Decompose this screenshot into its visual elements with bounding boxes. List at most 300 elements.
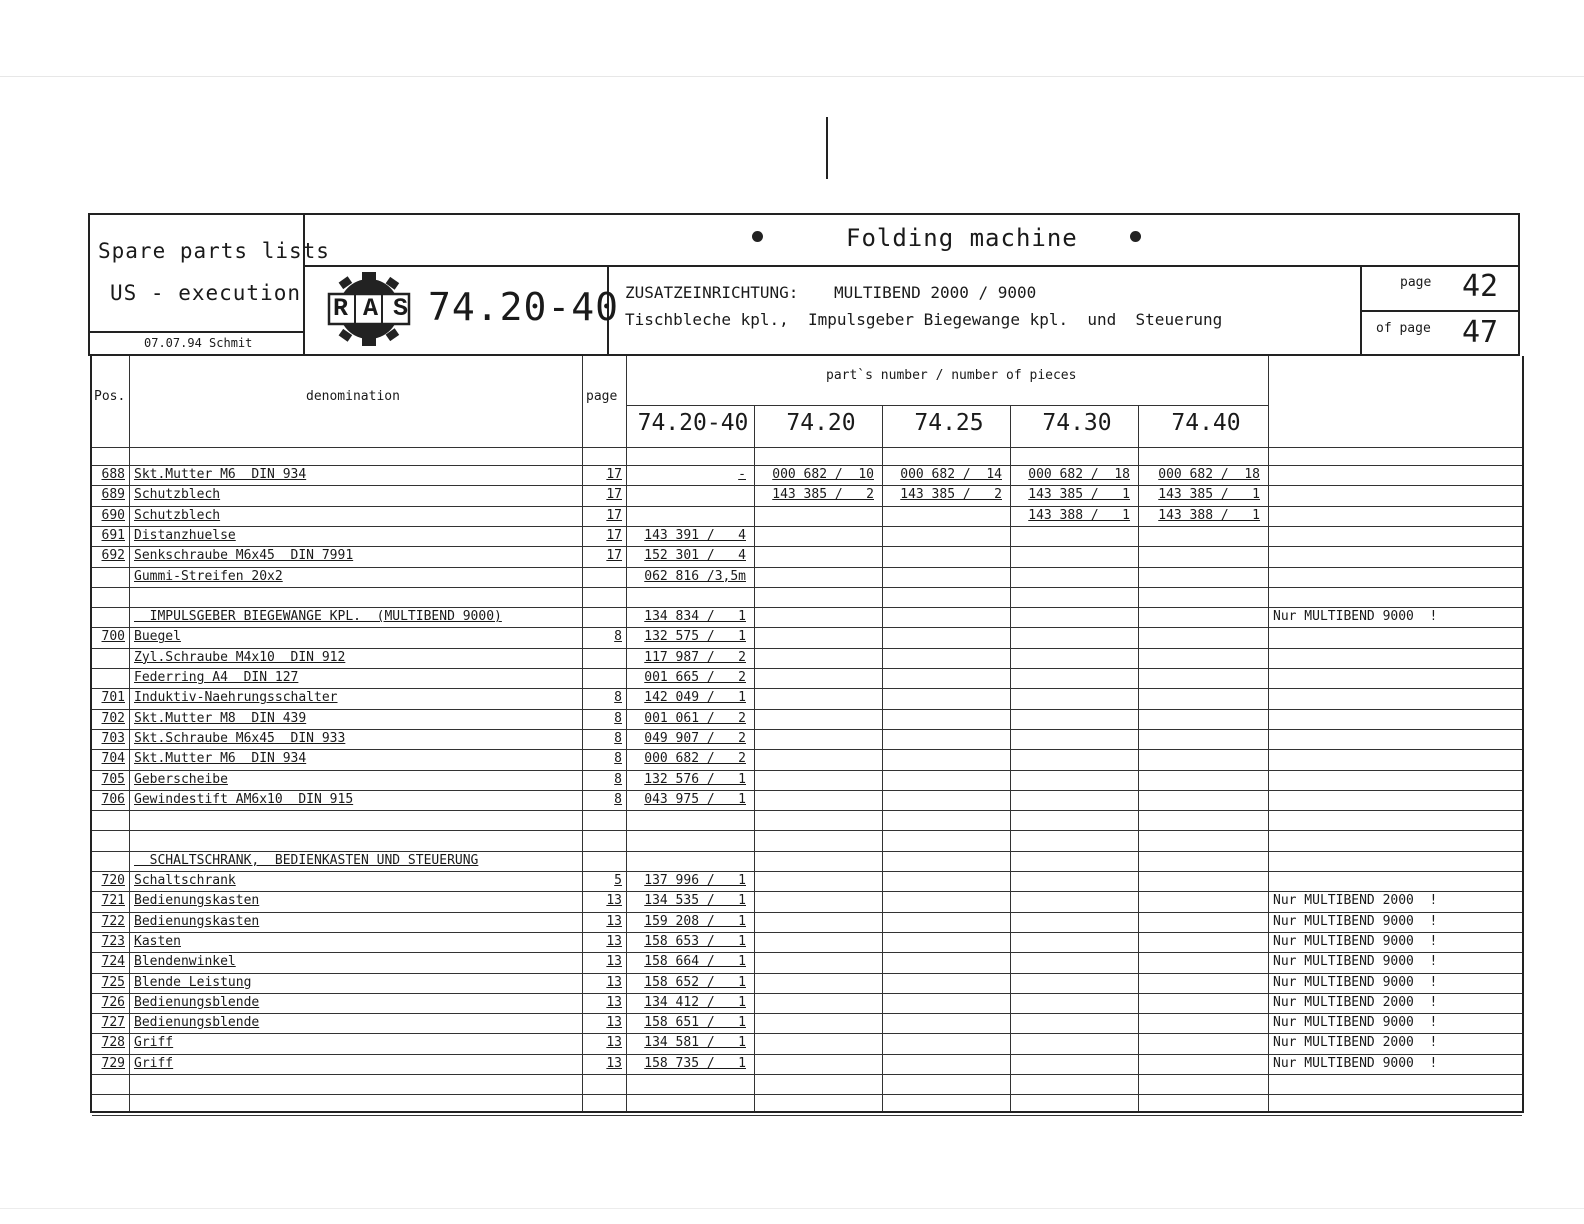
cell-note: Nur MULTIBEND 9000 !: [1273, 1015, 1438, 1031]
cell-m1: [755, 871, 882, 891]
cell-m2: [883, 993, 1010, 1013]
cell-m0: [627, 851, 754, 871]
cell-m4: [1139, 973, 1268, 993]
cell-note: Nur MULTIBEND 9000 !: [1273, 954, 1438, 970]
cell-m3: [1011, 770, 1138, 790]
cell-m3: [1011, 709, 1138, 729]
cell-m1: 000 682 / 10: [772, 467, 874, 482]
cell-m0: 134 412 / 1: [644, 994, 746, 1010]
cell-name: [130, 810, 582, 830]
table-row: [92, 932, 1522, 952]
cell-page: 13: [606, 1015, 622, 1031]
of-page-label: of page: [1376, 321, 1431, 336]
cell-name: Bedienungskasten: [134, 893, 260, 909]
cell-pos: 726: [101, 994, 125, 1010]
cell-name: Bedienungsblende: [134, 1015, 260, 1031]
cell-name: Skt.Mutter M8 DIN 439: [134, 710, 307, 726]
cell-pos: 691: [101, 527, 125, 543]
cell-name: Schutzblech: [134, 507, 221, 523]
cell-pos: 700: [101, 629, 125, 645]
cell-m1: [755, 627, 882, 647]
cell-m1: [755, 1074, 882, 1094]
model-number: 74.20-40: [428, 285, 620, 329]
cell-m2: [883, 810, 1010, 830]
cell-note: [1269, 506, 1522, 526]
table-row: [92, 546, 1522, 566]
cell-m3: [1011, 973, 1138, 993]
cell-m2: 143 385 / 2: [900, 487, 1002, 503]
cell-m1: 143 385 / 2: [772, 487, 874, 503]
cell-m1: [755, 1013, 882, 1033]
cell-page: 8: [614, 730, 622, 746]
cell-m1: [755, 567, 882, 587]
scan-artifact-mark: [826, 117, 828, 179]
cell-note: [1269, 851, 1522, 871]
desc-line2: Tischbleche kpl., Impulsgeber Biegewange kpl. und Steuerung: [625, 310, 1223, 329]
cell-pos: 721: [101, 893, 125, 909]
page-number: 42: [1462, 269, 1499, 304]
cell-m3: [1011, 607, 1138, 627]
cell-pos: 720: [101, 873, 125, 888]
cell-m3: [1011, 851, 1138, 871]
cell-name: Schaltschrank: [134, 873, 236, 888]
cell-pos: [93, 668, 129, 688]
cell-m3: [1011, 1094, 1138, 1114]
cell-m3: [1011, 993, 1138, 1013]
cell-m1: [755, 648, 882, 668]
cell-pos: [93, 1074, 129, 1094]
cell-m3: [1011, 952, 1138, 972]
table-row: [92, 749, 1522, 769]
cell-name: Zyl.Schraube M4x10 DIN 912: [134, 649, 346, 665]
cell-m2: [883, 891, 1010, 911]
table-row: [92, 952, 1522, 972]
cell-m4: [1139, 952, 1268, 972]
cell-page: 8: [614, 751, 622, 767]
cell-note: [1269, 485, 1522, 505]
cell-pos: 690: [101, 507, 125, 523]
cell-m2: [883, 668, 1010, 688]
cell-page: [583, 567, 626, 587]
cell-m1: [755, 749, 882, 769]
cell-m3: [1011, 526, 1138, 546]
cell-page: [583, 1094, 626, 1114]
cell-name: IMPULSGEBER BIEGEWANGE KPL. (MULTIBEND 9000): [134, 609, 502, 625]
cell-name: Kasten: [134, 933, 181, 949]
cell-note: [1269, 668, 1522, 688]
cell-pos: 729: [101, 1055, 125, 1071]
table-row: [92, 506, 1522, 526]
cell-pos: 701: [101, 690, 125, 706]
date-author: 07.07.94 Schmit: [144, 336, 253, 350]
cell-m0: [627, 587, 754, 607]
cell-m1: [755, 506, 882, 526]
bullet-icon: [752, 231, 763, 242]
cell-m1: [755, 709, 882, 729]
cell-m4: [1139, 607, 1268, 627]
cell-note: [1269, 688, 1522, 708]
cell-m3: [1011, 668, 1138, 688]
of-page-number: 47: [1462, 315, 1499, 350]
cell-pos: 692: [101, 548, 125, 564]
cell-m2: [883, 932, 1010, 952]
cell-m1: [755, 810, 882, 830]
table-row: [92, 1094, 1522, 1114]
cell-note: Nur MULTIBEND 9000 !: [1273, 609, 1438, 625]
cell-m1: [755, 526, 882, 546]
cell-page: 17: [606, 487, 622, 503]
cell-page: 13: [606, 933, 622, 949]
cell-note: [1269, 709, 1522, 729]
cell-page: 13: [606, 893, 622, 909]
cell-m0: [627, 1094, 754, 1114]
cell-note: Nur MULTIBEND 2000 !: [1273, 1035, 1438, 1051]
table-row: [92, 810, 1522, 830]
cell-page: [583, 648, 626, 668]
cell-name: Schutzblech: [134, 487, 221, 503]
table-row: [92, 607, 1522, 627]
cell-note: [1269, 546, 1522, 566]
cell-m1: [755, 607, 882, 627]
cell-pos: 727: [101, 1015, 125, 1031]
cell-m1: [755, 1033, 882, 1053]
cell-note: Nur MULTIBEND 9000 !: [1273, 933, 1438, 949]
cell-pos: 703: [101, 730, 125, 746]
cell-m2: [883, 729, 1010, 749]
cell-page: 13: [606, 1035, 622, 1051]
cell-m3: [1011, 790, 1138, 810]
cell-pos: 725: [101, 974, 125, 990]
cell-page: 8: [614, 629, 622, 645]
cell-page: [583, 587, 626, 607]
cell-note: Nur MULTIBEND 9000 !: [1273, 913, 1438, 929]
cell-m0: 134 581 / 1: [644, 1035, 746, 1051]
cell-m2: [883, 830, 1010, 850]
cell-m3: [1011, 648, 1138, 668]
cell-m2: [883, 688, 1010, 708]
cell-page: [583, 810, 626, 830]
cell-pos: [93, 851, 129, 871]
cell-pos: 688: [101, 467, 125, 482]
cell-m0: -: [738, 467, 746, 482]
cell-pos: [93, 1094, 129, 1114]
cell-m0: 049 907 / 2: [644, 730, 746, 746]
title-block: [88, 213, 1520, 356]
table-row: [92, 668, 1522, 688]
cell-m2: [883, 648, 1010, 668]
cell-m1: [755, 688, 882, 708]
cell-pos: 705: [101, 771, 125, 787]
cell-note: [1269, 1094, 1522, 1114]
cell-m0: [627, 1074, 754, 1094]
col-header-model: 74.40: [1171, 410, 1241, 436]
cell-note: [1269, 729, 1522, 749]
cell-pos: [93, 648, 129, 668]
cell-note: [1269, 749, 1522, 769]
cell-m4: [1139, 749, 1268, 769]
cell-pos: [93, 830, 129, 850]
col-header-model: 74.20-40: [637, 410, 749, 436]
cell-m3: [1011, 688, 1138, 708]
machine-title: Folding machine: [846, 224, 1078, 252]
table-row: [92, 567, 1522, 587]
cell-m2: [883, 506, 1010, 526]
cell-m4: [1139, 790, 1268, 810]
cell-m4: [1139, 770, 1268, 790]
doc-type-title: Spare parts lists: [98, 239, 330, 263]
table-row: [92, 830, 1522, 850]
cell-m3: [1011, 1074, 1138, 1094]
cell-m0: 158 735 / 1: [644, 1055, 746, 1071]
page-label: page: [1400, 275, 1432, 290]
cell-m4: [1139, 1033, 1268, 1053]
cell-name: [130, 830, 582, 850]
cell-m1: [755, 546, 882, 566]
cell-m4: [1139, 810, 1268, 830]
cell-note: [1269, 810, 1522, 830]
cell-m0: [627, 810, 754, 830]
cell-m1: [755, 993, 882, 1013]
cell-name: [130, 587, 582, 607]
cell-m3: [1011, 912, 1138, 932]
cell-m4: 143 388 / 1: [1158, 507, 1260, 523]
cell-m2: [883, 1094, 1010, 1114]
table-row: [92, 790, 1522, 810]
cell-page: [583, 830, 626, 850]
col-header-model: 74.20: [786, 410, 856, 436]
cell-note: Nur MULTIBEND 9000 !: [1273, 974, 1438, 990]
cell-page: 13: [606, 994, 622, 1010]
table-row: [92, 1033, 1522, 1053]
cell-page: [583, 851, 626, 871]
cell-m1: [755, 668, 882, 688]
cell-m2: [883, 627, 1010, 647]
cell-pos: 723: [101, 933, 125, 949]
cell-m4: [1139, 851, 1268, 871]
table-row: [92, 627, 1522, 647]
desc-value: MULTIBEND 2000 / 9000: [834, 283, 1037, 302]
cell-m0: [627, 485, 754, 505]
cell-page: 8: [614, 771, 622, 787]
cell-m4: [1139, 567, 1268, 587]
cell-m2: [883, 952, 1010, 972]
cell-m3: [1011, 567, 1138, 587]
cell-m4: [1139, 830, 1268, 850]
cell-page: 17: [606, 548, 622, 564]
cell-pos: 724: [101, 954, 125, 970]
cell-m2: [883, 1054, 1010, 1074]
cell-pos: 706: [101, 791, 125, 807]
cell-m2: [883, 546, 1010, 566]
spare-parts-table: [90, 356, 1524, 1113]
cell-note: [1269, 871, 1522, 891]
cell-m0: 134 535 / 1: [644, 893, 746, 909]
cell-m4: [1139, 1013, 1268, 1033]
cell-page: 13: [606, 913, 622, 929]
cell-pos: 689: [101, 487, 125, 503]
cell-m2: [883, 709, 1010, 729]
cell-note: [1269, 526, 1522, 546]
cell-pos: [93, 567, 129, 587]
cell-m4: [1139, 1074, 1268, 1094]
cell-page: 17: [606, 467, 622, 482]
cell-name: Skt.Mutter M6 DIN 934: [134, 467, 307, 482]
cell-page: 17: [606, 527, 622, 543]
cell-m3: [1011, 1033, 1138, 1053]
cell-m2: [883, 871, 1010, 891]
cell-name: Senkschraube M6x45 DIN 7991: [134, 548, 354, 564]
cell-m3: [1011, 871, 1138, 891]
table-row: [92, 851, 1522, 871]
cell-m4: [1139, 871, 1268, 891]
cell-m2: [883, 749, 1010, 769]
desc-label: ZUSATZEINRICHTUNG:: [625, 283, 799, 302]
cell-m0: 142 049 / 1: [644, 690, 746, 706]
cell-m4: [1139, 546, 1268, 566]
cell-m4: [1139, 729, 1268, 749]
cell-pos: 704: [101, 751, 125, 767]
cell-note: [1269, 1074, 1522, 1094]
cell-m0: 143 391 / 4: [644, 527, 746, 543]
doc-type-subtitle: US - execution: [110, 281, 302, 305]
cell-name: SCHALTSCHRANK, BEDIENKASTEN UND STEUERUNG: [134, 852, 479, 868]
table-row: [92, 688, 1522, 708]
cell-name: Distanzhuelse: [134, 527, 236, 543]
cell-m1: [755, 1094, 882, 1114]
cell-m3: 000 682 / 18: [1028, 467, 1130, 482]
cell-m3: [1011, 587, 1138, 607]
cell-note: Nur MULTIBEND 9000 !: [1273, 1055, 1438, 1071]
cell-m0: 000 682 / 2: [644, 751, 746, 767]
cell-page: 17: [606, 507, 622, 523]
cell-m1: [755, 912, 882, 932]
cell-m3: 143 388 / 1: [1028, 507, 1130, 523]
cell-m3: [1011, 729, 1138, 749]
cell-m1: [755, 1054, 882, 1074]
cell-m0: 158 651 / 1: [644, 1015, 746, 1031]
cell-m3: [1011, 627, 1138, 647]
cell-m0: [627, 830, 754, 850]
cell-page: [583, 1074, 626, 1094]
cell-note: [1269, 567, 1522, 587]
cell-m3: [1011, 749, 1138, 769]
cell-m0: 117 987 / 2: [644, 649, 746, 665]
scan-artifact-line: [0, 1208, 1584, 1209]
cell-m4: [1139, 891, 1268, 911]
col-header-pos: Pos.: [94, 389, 126, 404]
table-row: [92, 871, 1522, 891]
cell-m0: 132 576 / 1: [644, 771, 746, 787]
table-row: [92, 709, 1522, 729]
cell-pos: [93, 607, 129, 627]
table-row: [92, 891, 1522, 911]
cell-page: 13: [606, 1055, 622, 1071]
cell-m3: [1011, 932, 1138, 952]
table-row: [92, 465, 1522, 485]
cell-m4: [1139, 932, 1268, 952]
cell-note: Nur MULTIBEND 2000 !: [1273, 994, 1438, 1010]
table-row: [92, 587, 1522, 607]
cell-page: [583, 668, 626, 688]
cell-m3: [1011, 1054, 1138, 1074]
ras-logo: [326, 271, 424, 347]
cell-name: Blendenwinkel: [134, 954, 236, 970]
cell-m1: [755, 790, 882, 810]
col-header-page: page: [586, 389, 618, 404]
cell-m0: 158 652 / 1: [644, 974, 746, 990]
cell-name: Bedienungsblende: [134, 994, 260, 1010]
cell-m0: 043 975 / 1: [644, 791, 746, 807]
cell-m1: [755, 729, 882, 749]
table-row: [92, 1074, 1522, 1094]
cell-m3: 143 385 / 1: [1028, 487, 1130, 503]
cell-note: Nur MULTIBEND 2000 !: [1273, 893, 1438, 909]
cell-note: [1269, 627, 1522, 647]
cell-name: Induktiv-Naehrungsschalter: [134, 690, 338, 706]
cell-page: 8: [614, 791, 622, 807]
cell-pos: [93, 810, 129, 830]
cell-m0: 152 301 / 4: [644, 548, 746, 564]
cell-page: 13: [606, 954, 622, 970]
cell-m1: [755, 587, 882, 607]
col-header-denomination: denomination: [306, 389, 400, 404]
cell-note: [1269, 830, 1522, 850]
cell-m0: 062 816 /3,5m: [644, 568, 746, 584]
cell-m1: [755, 770, 882, 790]
cell-m0: 159 208 / 1: [644, 913, 746, 929]
cell-name: Federring A4 DIN 127: [134, 670, 299, 685]
table-row: [92, 1054, 1522, 1074]
table-row: [92, 973, 1522, 993]
cell-m2: [883, 973, 1010, 993]
cell-m4: [1139, 709, 1268, 729]
cell-m2: [883, 1013, 1010, 1033]
scan-artifact-line: [0, 76, 1584, 77]
table-row: [92, 993, 1522, 1013]
cell-m0: 001 665 / 2: [644, 670, 746, 685]
cell-name: Griff: [134, 1035, 174, 1051]
cell-name: Gummi-Streifen 20x2: [134, 568, 283, 584]
cell-m2: [883, 1033, 1010, 1053]
table-row: [92, 729, 1522, 749]
cell-m3: [1011, 546, 1138, 566]
cell-m4: [1139, 1054, 1268, 1074]
cell-m2: [883, 607, 1010, 627]
cell-m0: 158 653 / 1: [644, 933, 746, 949]
cell-name: [130, 1094, 582, 1114]
cell-pos: 722: [101, 913, 125, 929]
cell-m3: [1011, 1013, 1138, 1033]
table-row: [92, 526, 1522, 546]
table-row: [92, 770, 1522, 790]
cell-m2: [883, 526, 1010, 546]
cell-m3: [1011, 830, 1138, 850]
cell-page: 13: [606, 974, 622, 990]
cell-name: Griff: [134, 1055, 174, 1071]
col-header-model: 74.25: [914, 410, 984, 436]
cell-m4: [1139, 587, 1268, 607]
bullet-icon: [1130, 231, 1141, 242]
cell-m2: [883, 790, 1010, 810]
logo-letters: RAS: [333, 294, 424, 323]
cell-name: [130, 1074, 582, 1094]
cell-m4: [1139, 1094, 1268, 1114]
cell-note: [1269, 790, 1522, 810]
cell-page: [583, 607, 626, 627]
cell-m0: 137 996 / 1: [644, 873, 746, 888]
cell-name: Geberscheibe: [134, 771, 228, 787]
cell-m1: [755, 973, 882, 993]
